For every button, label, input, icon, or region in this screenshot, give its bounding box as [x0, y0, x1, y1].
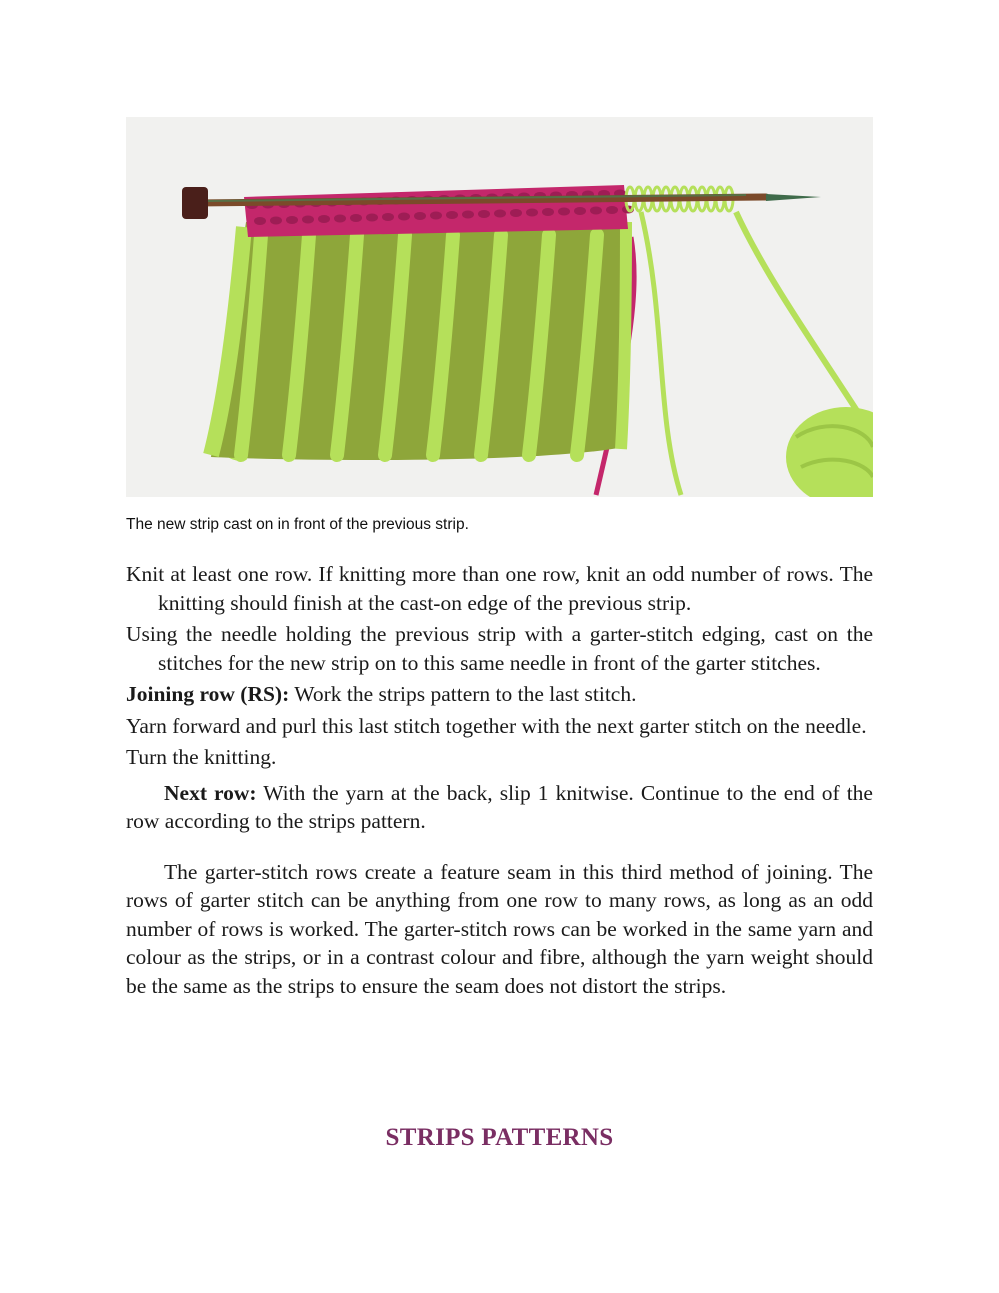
garter-bump: [302, 216, 314, 224]
section-heading: STRIPS PATTERNS: [385, 1124, 614, 1151]
garter-bump: [366, 214, 378, 222]
garter-bump: [526, 209, 538, 217]
ribbed-fabric: [211, 217, 626, 460]
garter-bump: [510, 209, 522, 217]
paragraph-cast-on: Using the needle holding the previous strip with a garter-stitch edging, cast on the stitches for the new strip on to this same needle in front of the garter stitches.: [126, 622, 873, 675]
paragraph-turn: Turn the knitting.: [126, 745, 277, 769]
garter-bump: [478, 210, 490, 218]
garter-bump: [446, 211, 458, 219]
paragraph-next-row: [126, 779, 873, 836]
garter-bump: [350, 214, 362, 222]
knitting-illustration: [126, 117, 873, 497]
garter-bump: [318, 215, 330, 223]
paragraph-joining-row: [126, 680, 873, 709]
garter-bump: [286, 216, 298, 224]
garter-bump: [414, 212, 426, 220]
garter-bump: [254, 217, 266, 225]
joining-row-label: Joining row (RS):: [126, 682, 290, 706]
garter-bump: [430, 212, 442, 220]
paragraph-knit-row: Knit at least one row. If knitting more than one row, knit an odd number of rows. The knitting should finish at the cast-on edge of the previous strip.: [126, 562, 873, 615]
rib-edge-right: [621, 222, 626, 449]
next-row-label: Next row:: [164, 780, 257, 805]
paragraph-feature-seam: The garter-stitch rows create a feature seam in this third method of joining. The rows of garter stitch can be anything from one row to many rows, as long as an odd number of rows is worked. The garter-stitch rows can be worked in the same yarn and colour as the strips, or in a contrast colour and fibre, although the yarn weight should be the same as the strips to ensure the seam does not distort the strips.: [126, 859, 873, 998]
garter-bump: [574, 207, 586, 215]
garter-bump: [462, 211, 474, 219]
needle-end-cap: [182, 187, 208, 219]
garter-bump: [494, 210, 506, 218]
next-row-text: With the yarn at the back, slip 1 knitwise. Continue to the end of the row according to the strips pattern.: [126, 780, 873, 833]
body-text: [126, 560, 873, 1000]
garter-bump: [270, 217, 282, 225]
knitting-photo: [126, 117, 873, 497]
garter-bump: [382, 213, 394, 221]
garter-bump: [606, 206, 618, 214]
garter-bump: [334, 215, 346, 223]
figure-caption: The new strip cast on in front of the previous strip.: [126, 516, 469, 533]
garter-bump: [590, 207, 602, 215]
joining-row-text: Work the strips pattern to the last stitch.: [289, 682, 637, 706]
paragraph-yarn-forward: Yarn forward and purl this last stitch together with the next garter stitch on the needle.: [126, 713, 867, 738]
garter-bump: [558, 208, 570, 216]
garter-bump: [398, 213, 410, 221]
garter-bump: [542, 208, 554, 216]
